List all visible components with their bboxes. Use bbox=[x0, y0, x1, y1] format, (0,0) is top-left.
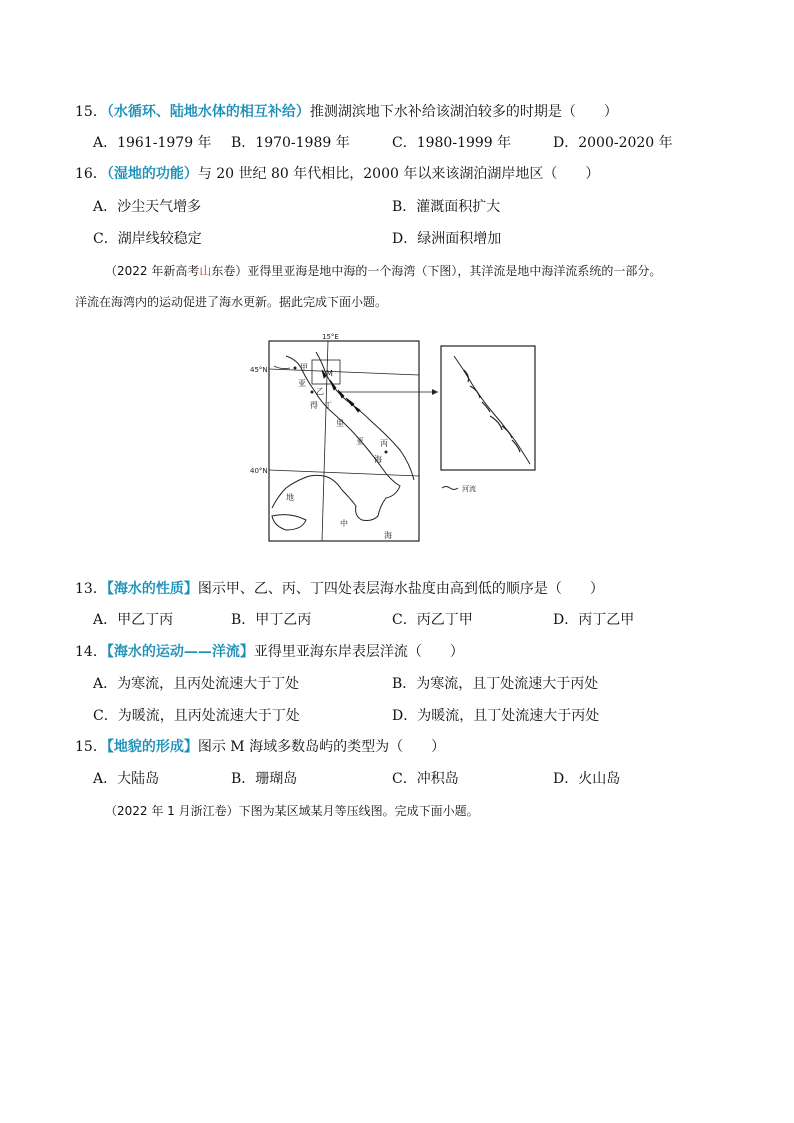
question-number: 15． bbox=[75, 739, 107, 755]
adriatic-sea-map bbox=[250, 330, 550, 550]
option-c: C．为暖流，且丙处流速大于丁处 bbox=[93, 708, 300, 724]
question-text: 图示甲、乙、丙、丁四处表层海水盐度由高到低的顺序是（ ） bbox=[197, 581, 604, 597]
question-15-stem bbox=[75, 103, 618, 121]
sea-label-zhong: 中 bbox=[340, 519, 348, 528]
option-b: B．甲丁乙丙 bbox=[231, 612, 312, 628]
place-label-yi: 乙 bbox=[316, 387, 324, 396]
parallel-40n bbox=[269, 470, 419, 476]
point-bing bbox=[385, 451, 388, 454]
latitude-40-label: 40°N bbox=[250, 467, 268, 475]
option-c: C．丙乙丁甲 bbox=[392, 612, 473, 628]
option-c: C．湖岸线较稳定 bbox=[93, 231, 202, 247]
material-intro-line2: 洋流在海湾内的运动促进了海水更新。据此完成下面小题。 bbox=[75, 295, 388, 309]
option-a: A．大陆岛 bbox=[93, 771, 160, 787]
option-d: D．绿洲面积增加 bbox=[392, 231, 502, 247]
knowledge-tag: 【海水的运动——洋流】 bbox=[106, 644, 254, 660]
source-highlight: 山 bbox=[199, 264, 212, 278]
intro-text: 东卷）亚得里亚海是地中海的一个海湾（下图），其洋流是地中海洋流系统的一部分。 bbox=[211, 264, 662, 278]
option-b: B．为寒流，且丁处流速大于丙处 bbox=[392, 676, 599, 692]
sea-label-ya2: 亚 bbox=[356, 437, 364, 446]
latitude-45-label: 45°N bbox=[250, 366, 268, 374]
po-river bbox=[274, 366, 290, 369]
knowledge-tag: 【海水的性质】 bbox=[106, 581, 198, 597]
option-d: D．丙丁乙甲 bbox=[553, 612, 635, 628]
question-text: 推测湖滨地下水补给该湖泊较多的时期是（ ） bbox=[309, 104, 618, 120]
option-b: B．1970-1989 年 bbox=[231, 135, 350, 151]
sea-label-di: 地 bbox=[286, 493, 294, 502]
place-label-bing: 丙 bbox=[380, 439, 388, 448]
question-15-stem bbox=[75, 738, 445, 756]
legend-label: 河流 bbox=[462, 485, 476, 493]
option-d: D．为暖流，且丁处流速大于丙处 bbox=[392, 708, 600, 724]
material-intro-2: （2022 年 1 月浙江卷）下图为某区域某月等压线图。完成下面小题。 bbox=[105, 804, 479, 818]
knowledge-tag: 【地貌的形成】 bbox=[106, 739, 198, 755]
place-label-ding: 丁 bbox=[324, 401, 332, 410]
question-number: 14． bbox=[75, 644, 107, 660]
option-d: D．2000-2020 年 bbox=[553, 135, 673, 151]
knowledge-tag: （湿地的功能） bbox=[106, 166, 198, 182]
option-c: C．1980-1999 年 bbox=[392, 135, 512, 151]
question-text: 与 20 世纪 80 年代相比，2000 年以来该湖泊湖岸地区（ ） bbox=[197, 166, 600, 182]
option-c: C．冲积岛 bbox=[392, 771, 459, 787]
material-intro-line1 bbox=[105, 263, 661, 279]
sea-label-li: 里 bbox=[336, 419, 344, 428]
source-prefix: （2022 年新高考 bbox=[105, 264, 200, 278]
option-a: A．1961-1979 年 bbox=[93, 135, 212, 151]
option-d: D．火山岛 bbox=[553, 771, 621, 787]
longitude-label: 15°E bbox=[322, 333, 339, 341]
sea-label-hai: 海 bbox=[374, 455, 382, 464]
option-b: B．珊瑚岛 bbox=[231, 771, 298, 787]
river-legend-icon bbox=[442, 487, 458, 490]
knowledge-tag: （水循环、陆地水体的相互补给） bbox=[106, 104, 310, 120]
question-text: 亚得里亚海东岸表层洋流（ ） bbox=[253, 644, 464, 660]
option-a: A．甲乙丁丙 bbox=[93, 612, 174, 628]
point-yi bbox=[311, 391, 314, 394]
option-a: A．为寒流，且丙处流速大于丁处 bbox=[93, 676, 300, 692]
question-16-stem bbox=[75, 165, 599, 183]
main-map-frame bbox=[269, 341, 419, 541]
option-a: A．沙尘天气增多 bbox=[93, 199, 202, 215]
question-number: 16． bbox=[75, 166, 107, 182]
sea-label-hai2: 海 bbox=[384, 531, 392, 540]
sicily bbox=[272, 515, 306, 530]
place-label-jia: 甲 bbox=[300, 363, 308, 372]
parallel-45n bbox=[269, 369, 419, 375]
option-b: B．灌溉面积扩大 bbox=[392, 199, 501, 215]
question-text: 图示 M 海域多数岛屿的类型为（ ） bbox=[197, 739, 446, 755]
question-number: 15． bbox=[75, 104, 107, 120]
question-13-stem bbox=[75, 580, 604, 598]
question-number: 13． bbox=[75, 581, 107, 597]
question-14-stem bbox=[75, 643, 464, 661]
sea-label-ya: 亚 bbox=[298, 379, 306, 388]
point-jia bbox=[294, 367, 297, 370]
place-label-m: M bbox=[326, 369, 333, 378]
sea-label-de: 得 bbox=[310, 401, 318, 410]
arrow-icon bbox=[432, 389, 438, 395]
